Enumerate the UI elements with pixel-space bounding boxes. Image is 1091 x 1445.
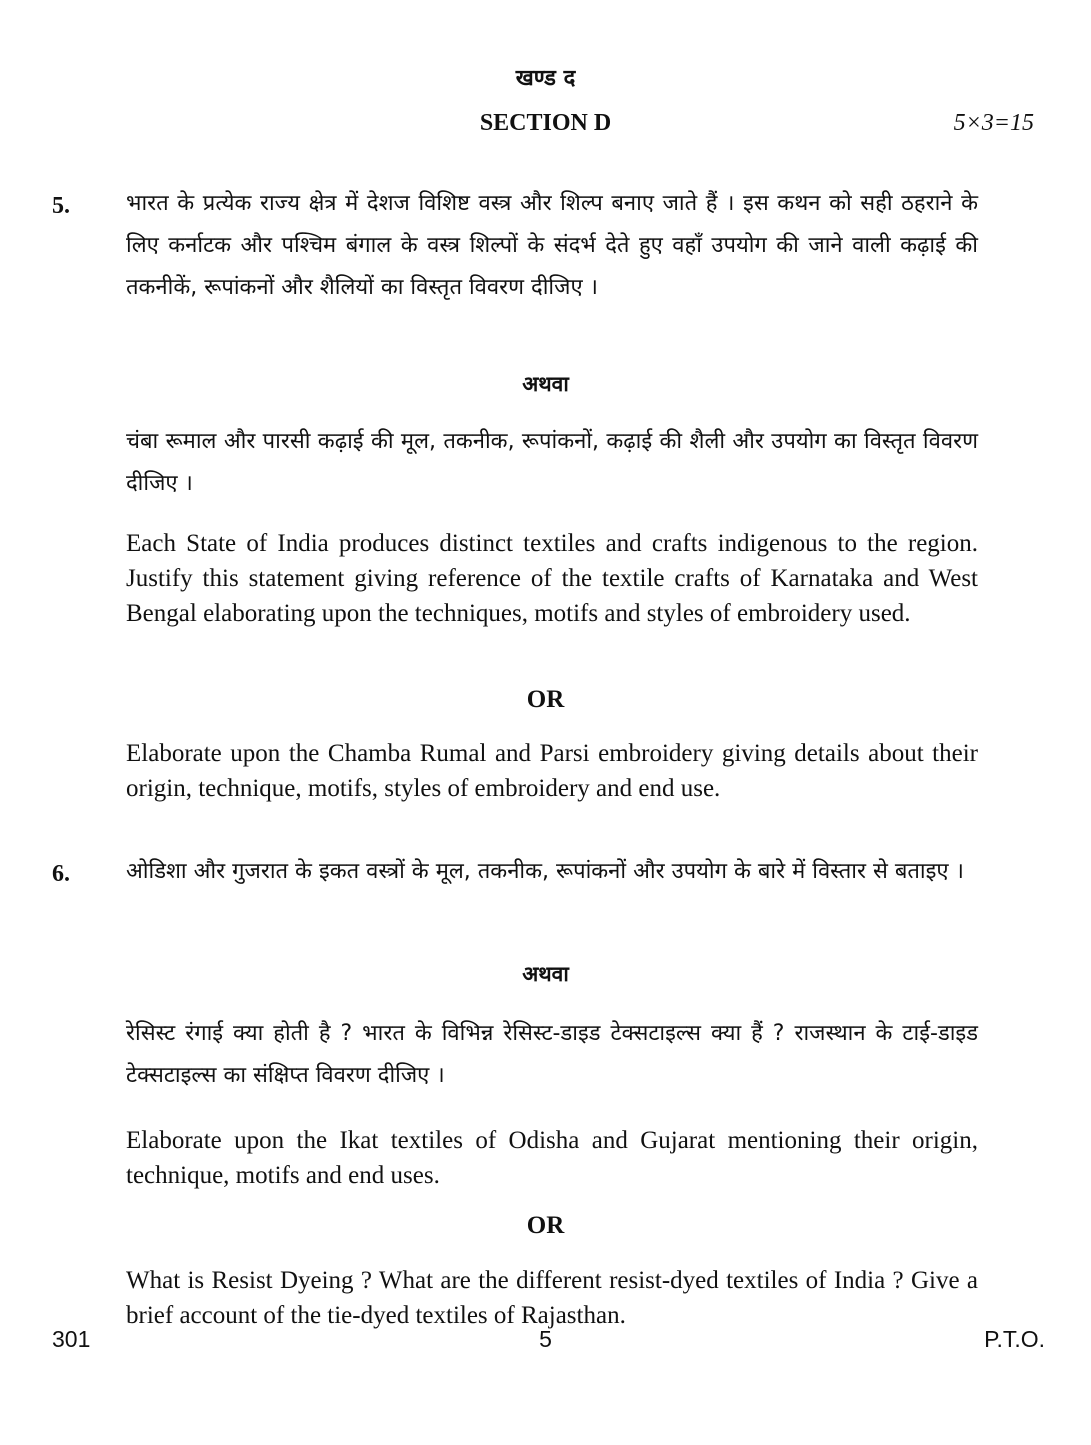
q6-english-alternative: What is Resist Dyeing ? What are the different resist-dyed textiles of India ? Give a brief account of the tie-dyed textiles of Rajasthan. — [126, 1267, 978, 1329]
q5-hindi-text: भारत के प्रत्येक राज्य क्षेत्र में देशज विशिष्ट वस्त्र और शिल्प बनाए जाते हैं । इस कथन को सही ठहराने के लिए कर्नाटक और पश्चिम बंगाल के वस्त्र शिल्पों के संदर्भ देते हुए वहाँ उपयोग की जाने वाली कढ़ाई की तकनीकें, रूपांकनों और शैलियों का विस्तृत विवरण दीजिए । — [126, 191, 978, 300]
section-heading-hindi: खण्ड द — [515, 66, 576, 91]
section-heading: SECTION D — [479, 110, 612, 136]
q5-english-alternative: Elaborate upon the Chamba Rumal and Parsi embroidery giving details about their origin, technique, motifs, styles of embroidery and end use. — [126, 740, 978, 802]
page-number: 5 — [539, 1326, 552, 1352]
q5-english-text: Each State of India produces distinct textiles and crafts indigenous to the region. Justify this statement giving reference of the textile crafts of Karnataka and West Bengal elaborating upon the techniques, motifs and styles of embroidery used. — [126, 530, 978, 627]
marks-allocation: 5×3=15 — [953, 110, 1034, 136]
q6-hindi-alternative: रेसिस्ट रंगाई क्या होती है ? भारत के विभिन्न रेसिस्ट-डाइड टेक्सटाइल्स क्या हैं ? राजस्थान के टाई-डाइड टेक्सटाइल्स का संक्षिप्त विवरण दीजिए । — [126, 1021, 978, 1088]
q6-english-text: Elaborate upon the Ikat textiles of Odisha and Gujarat mentioning their origin, technique, motifs and end uses. — [126, 1127, 978, 1189]
q6-hindi-text: ओडिशा और गुजरात के इकत वस्त्रों के मूल, तकनीक, रूपांकनों और उपयोग के बारे में विस्तार से बताइए । — [126, 859, 964, 884]
q6-or-hindi: अथवा — [522, 962, 569, 986]
q6-or-english: OR — [526, 1212, 565, 1239]
q5-hindi-alternative: चंबा रूमाल और पारसी कढ़ाई की मूल, तकनीक, रूपांकनों, कढ़ाई की शैली और उपयोग का विस्तृत विवरण दीजिए । — [126, 429, 978, 496]
please-turn-over: P.T.O. — [984, 1326, 1045, 1352]
question-number-6: 6. — [52, 861, 70, 887]
q5-or-hindi: अथवा — [522, 372, 569, 396]
question-number-5: 5. — [52, 193, 70, 219]
q5-or-english: OR — [526, 686, 565, 713]
paper-code: 301 — [52, 1326, 91, 1352]
